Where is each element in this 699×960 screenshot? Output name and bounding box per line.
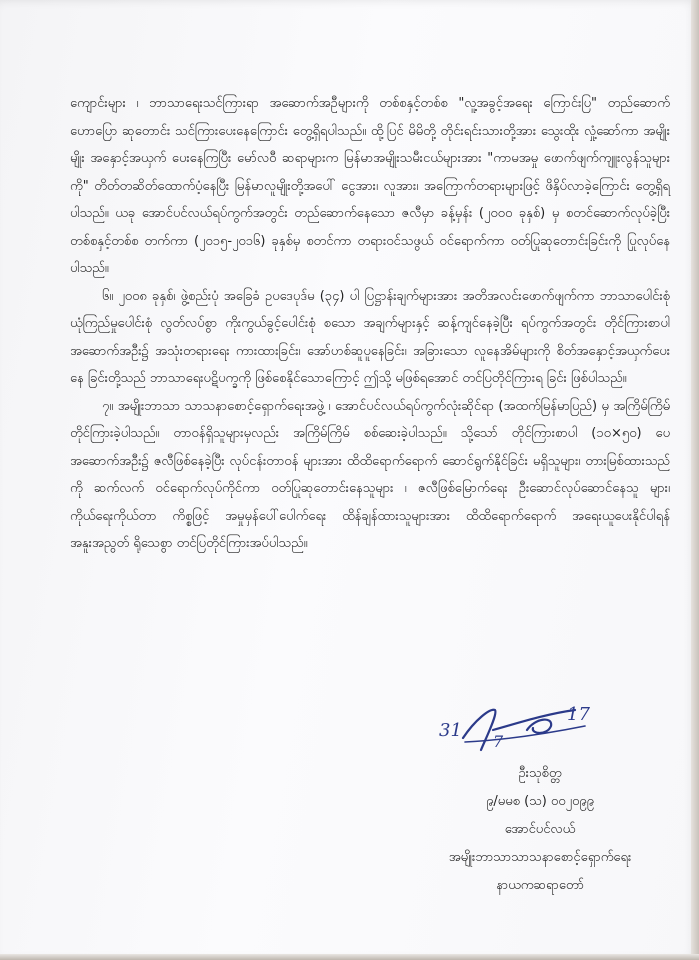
sender-block (440, 760, 640, 900)
sender-id: ၉/မမစ (သ) ၀၀၂၀၉၉ (486, 794, 594, 809)
letter-body (70, 90, 670, 558)
paragraph-7: ၇။ အမျိုးဘာသာ သာသနာစောင့်ရှောက်ရေးအဖွဲ့ ၊ အောင်ပင်လယ်ရပ်ကွက်လုံးဆိုင်ရာ (အထက်မြန်မာပြည်) မှ အကြိမ်ကြိမ် တိုင်ကြားခဲ့ပါသည်။ တာဝန်ရှိသူများမှလည်း အကြိမ်ကြိမ် စစ်ဆေးခဲ့ပါသည်။ သို့သော် တိုင်ကြားစာပါ (၁၀×၅၀) ပေ အဆောက်အဦး၌ ဇလီဖြစ်နေခဲ့ပြီး လုပ်ငန်းတာဝန် များအား ထိထိရောက်ရောက် ဆောင်ရွက်နိုင်ခြင်း မရှိသူများ၊ တားမြစ်ထားသည်ကို ဆက်လက် ဝင်ရောက်လုပ်ကိုင်ကာ ဝတ်ပြုဆုတောင်းနေသူများ ၊ ဇလီဖြစ်မြောက်ရေး ဦးဆောင်လုပ်ဆောင်နေသူ များ၊ ကိုယ်ရေးကိုယ်တာ ကိစ္စဖြင့် အမှုမှန်ပေါ်ပေါက်ရေး ထိန်ချန်ထားသူများအား ထိထိရောက်ရောက် အရေးယူပေးနိုင်ပါရန် အနူးအညွတ် ရိုသေစွာ တင်ပြတိုင်ကြားအပ်ပါသည်။ (70, 398, 670, 551)
paper-edge-bottom (0, 954, 699, 960)
signature-year: 17 (567, 704, 590, 725)
paper-edge-right (691, 0, 699, 960)
handwritten-signature (435, 700, 595, 755)
signature-month: 7 (493, 732, 504, 751)
sender-organization: အမျိုးဘာသာသာသနာစောင့်ရှောက်ရေး (448, 850, 632, 865)
sender-role: နာယကဆရာတော် (496, 878, 584, 893)
sender-name: ဦးသုစိတ္တ (518, 766, 562, 781)
sender-township: အောင်ပင်လယ် (504, 822, 576, 837)
paragraph-continued: ကျောင်းများ ၊ ဘာသာရေးသင်ကြားရာ အဆောက်အဦများကို တစ်စနှင့်တစ်စ "လူ့အခွင့်အရေး ကြောင်းပြ" တည်ဆောက်ဟောပြော ဆုတောင်း သင်ကြားပေးနေကြောင်း တွေ့ရှိရပါသည်။ ထို့ပြင် မိမိတို့ တိုင်းရင်းသားတို့အား သွေးထိုး လှုံ့ဆော်ကာ အမျိုးမျိုး အနှောင့်အယှက် ပေးနေကြပြီး မော်လဝီ ဆရာများက မြန်မာအမျိုးသမီးငယ်များအား "ကာမအမှု ဖောက်ဖျက်ကျူးလွန်သူများကို" တိတ်တဆိတ်ထောက်ပံ့နေပြီး မြန်မာလူမျိုးတို့အပေါ် ငွေအား၊ လူအား၊ အကြောက်တရားများဖြင့် ဖိနှိပ်လာခဲ့ကြောင်း တွေ့ရှိရပါသည်။ ယခု အောင်ပင်လယ်ရပ်ကွက်အတွင်း တည်ဆောက်နေသော ဇလီမှာ ခန့်မှန်း (၂၀၀၀ ခုနှစ်) မှ စတင်ဆောက်လုပ်ခဲ့ပြီး တစ်စနှင့်တစ်စ တက်ကာ (၂၀၁၅-၂၀၁၆) ခုနှစ်မှ စတင်ကာ တရားဝင်သဖွယ် ဝင်ရောက်ကာ ဝတ်ပြုဆုတောင်းခြင်းကို ပြုလုပ်နေပါသည်။ (70, 96, 670, 276)
paragraph-6: ၆။ ၂၀၀၈ ခုနှစ်၊ ဖွဲ့စည်းပုံ အခြေခံ ဥပဒေပုဒ်မ (၃၄) ပါ ပြဋ္ဌာန်းချက်များအား အတိအလင်းဖောက်ဖျက်ကာ ဘာသာပေါင်းစုံ ယုံကြည်မှုပေါင်းစုံ လွတ်လပ်စွာ ကိုးကွယ်ခွင့်ပေါင်းစုံ စသော အချက်များနှင့် ဆန့်ကျင်နေခဲ့ပြီး ရပ်ကွက်အတွင်း တိုင်ကြားစာပါ အဆောက်အဦး၌ အသုံးတရားရေး ကားထားခြင်း၊ အော်ဟစ်ဆူပူနေခြင်း၊ အခြားသော လူနေအိမ်များကို စိတ်အနှောင့်အယှက်ပေးနေ ခြင်းတို့သည် ဘာသာရေးပဋိပက္ခကို ဖြစ်စေနိုင်သောကြောင့် ဤသို့ မဖြစ်ရအောင် တင်ပြတိုင်ကြားရ ခြင်း ဖြစ်ပါသည်။ (70, 288, 670, 386)
signature-day: 31 (439, 720, 462, 741)
